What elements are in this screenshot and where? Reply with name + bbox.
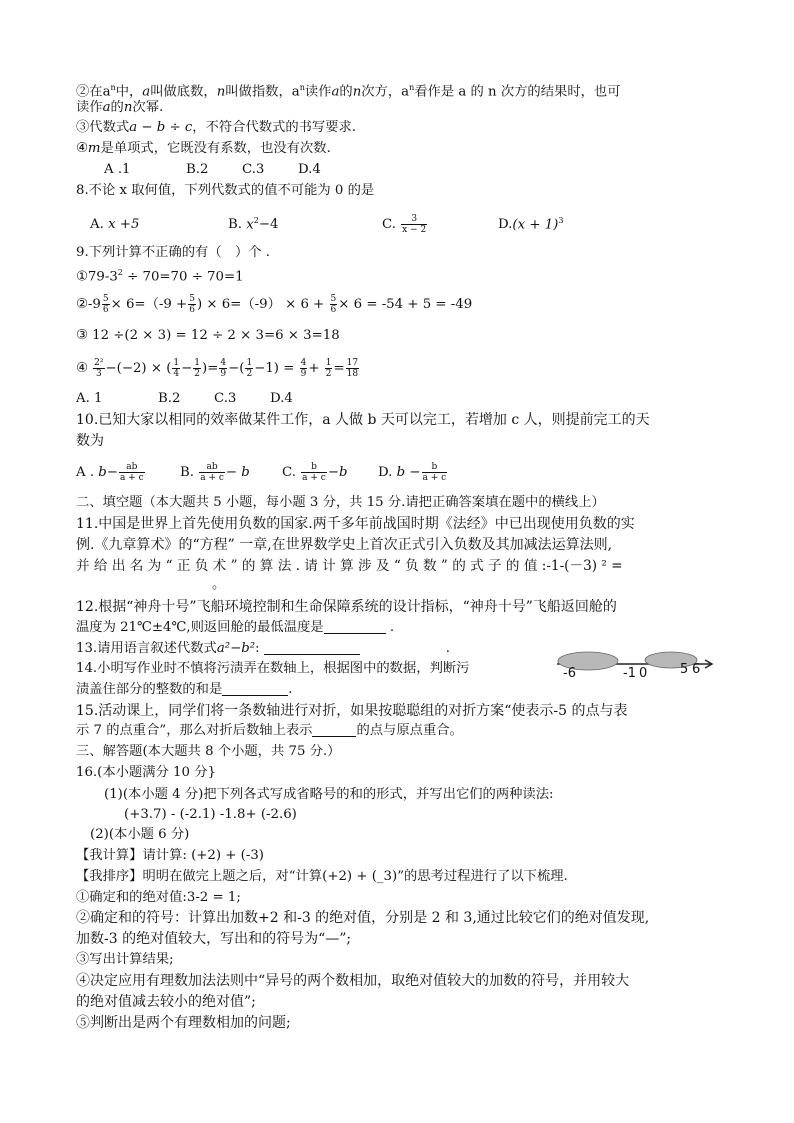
q13-answer-blank <box>264 640 360 655</box>
q9-line3: ③ 12 ÷(2 × 3) = 12 ÷ 2 × 3=6 × 3=18 <box>76 328 340 343</box>
q16-step3: ③写出计算结果; <box>76 952 174 967</box>
q16-calc: 【我计算】请计算: (+2) + (-3) <box>76 848 264 863</box>
q10-choices: A . b− $\frac{ab}{a + c}$ B. $\frac{ab}{a + c}$ − b C. $\frac{b}{a + c}$ −b D. b − $\frac{b}{a + c}$ <box>76 462 447 483</box>
tick-label-0: 0 <box>639 666 648 681</box>
q16-sort: 【我排序】明明在做完上题之后，对“计算(+2) + (_3)”的思考过程进行了以下梳理. <box>76 869 568 884</box>
q7-item2-line1: ②在$a^n$中，a叫做底数，n叫做指数，$a^n$读作a的n次方，$a^n$看作是 a 的 n 次方的结果时，也可 <box>76 83 621 100</box>
number-line-svg <box>555 649 715 681</box>
q9-line2: ②-9 $\frac{5}{6}$ × 6=（-9 + $\frac{5}{6}$ ) × 6=（-9） × 6 + $\frac{5}{6}$ × 6 = -54 + 5 = -49 <box>76 294 473 315</box>
q14-line1: 14.小明写作业时不慎将污渍弄在数轴上，根据图中的数据，判断污 <box>76 661 470 676</box>
q13: 13.请用语言叙述代数式a²−b²: . <box>76 641 451 656</box>
q11-line4: 。 <box>212 577 226 592</box>
q8-stem: 8.不论 x 取何值，下列代数式的值不可能为 0 的是 <box>76 183 375 198</box>
q9-choice-a: A. 1 <box>76 391 103 406</box>
q7-item3: ③代数式a − b ÷ c，不符合代数式的书写要求. <box>76 120 357 135</box>
q11-line2: 例.《九章算术》的“方程” 一章,在世界数学史上首次正式引入负数及其加减法运算法则, <box>76 537 613 553</box>
q11-line3: 并 给 出 名 为 “ 正 负 术 ” 的 算 法 . 请 计 算 涉 及 “ 负 数 ” 的 式 子 的 值 :-1-(－3) ² = <box>76 558 623 574</box>
q7-choice-c: C.3 <box>242 162 265 177</box>
tick-label-5: 5 <box>680 662 689 677</box>
q16-step2-line1: ②确定和的符号：计算出加数+2 和-3 的绝对值，分别是 2 和 3,通过比较它们的绝对值发现, <box>76 910 650 926</box>
tick-label-6: 6 <box>692 662 701 677</box>
q7-choice-a: A .1 <box>104 162 131 177</box>
q15-line2: 示 7 的点重合”，那么对折后数轴上表示 的点与原点重合。 <box>76 723 463 738</box>
q12-line2: 温度为 21℃±4℃,则返回舱的最低温度是 . <box>76 620 395 635</box>
q16-part1: (1)(本小题 4 分)把下列各式写成省略号的和的形式，并写出它们的两种读法: <box>104 787 554 802</box>
q16-title: 16.(本小题满分 10 分} <box>76 765 216 780</box>
q12-line1: 12.根据“神舟十号”飞船环境控制和生命保障系统的设计指标，“神舟十号”飞船返回舱的 <box>76 599 617 615</box>
q9-line4: ④ $\frac{\text{2²}}{3}$ −(−2) × ( $\frac{1}{4}$ − $\frac{1}{2}$ )= $\frac{4}{9}$ −( $\frac{1}{2}$ −1) = $\frac{4}{9}$ + $\frac{1}{2}$ = $\frac{17}{18}$ <box>76 358 359 379</box>
q7-item4: ④m是单项式，它既没有系数，也没有次数. <box>76 141 331 156</box>
q11-line1: 11.中国是世界上首先使用负数的国家.两千多年前战国时期《法经》中已出现使用负数的实 <box>76 516 635 532</box>
q10-line1: 10.已知大家以相同的效率做某件工作，a 人做 b 天可以完工，若增加 c 人，则提前完工的天 <box>76 412 650 428</box>
tick-label-neg6: -6 <box>563 666 576 681</box>
stain-right <box>645 652 697 668</box>
q14-answer-blank <box>222 681 288 696</box>
q9-choice-c: C.3 <box>214 391 237 406</box>
tick-label-neg1: -1 <box>623 666 636 681</box>
q9-choice-d: D.4 <box>270 391 293 406</box>
q7-item2-line2: 读作a的n次幂. <box>76 100 164 115</box>
q12-answer-blank <box>324 619 386 634</box>
q16-part2: (2)(本小题 6 分) <box>90 827 190 842</box>
q16-step4-line1: ④决定应用有理数加法法则中“异号的两个数相加，取绝对值较大的加数的符号，并用较大 <box>76 973 630 989</box>
q9-line1: $①79-3^2 \div 70=70 \div 70=1$ <box>76 268 244 285</box>
q16-step1: ①确定和的绝对值:3-2 = 1; <box>76 890 241 905</box>
q7-choice-d: D.4 <box>298 162 321 177</box>
number-line-figure <box>555 649 715 685</box>
q16-step4-line2: 的绝对值减去较小的绝对值”; <box>76 994 256 1010</box>
q16-step2-line2: 加数-3 的绝对值较大，写出和的符号为“—”; <box>76 931 352 947</box>
q7-choice-b: B.2 <box>186 162 209 177</box>
q16-part1-expr: (+3.7) - (-2.1) -1.8+ (-2.6) <box>124 807 297 822</box>
q15-answer-blank <box>312 722 356 737</box>
q9-choice-b: B.2 <box>158 391 181 406</box>
q14-line2: 渍盖住部分的整数的和是 . <box>76 682 293 697</box>
q8-choices: A. x +5 B. $x^2-4$ C. $\frac{3}{x - 2}$ $D.(x + 1)^3$ <box>90 214 564 236</box>
section2-heading: 二、填空题（本大题共 5 小题，每小题 3 分，共 15 分.请把正确答案填在题中的横线上） <box>76 495 605 510</box>
q10-line2: 数为 <box>76 433 104 449</box>
q9-choices <box>76 390 293 408</box>
q9-stem: 9.下列计算不正确的有（ ）个 . <box>76 245 270 260</box>
section3-heading: 三、解答题(本大题共 8 个小题，共 75 分.） <box>76 744 341 759</box>
q15-line1: 15.活动课上，同学们将一条数轴进行对折，如果按聪聪组的对折方案“使表示-5 的点与表 <box>76 703 628 719</box>
q7-choices <box>104 161 321 179</box>
q16-step5: ⑤判断出是两个有理数相加的问题; <box>76 1015 291 1031</box>
